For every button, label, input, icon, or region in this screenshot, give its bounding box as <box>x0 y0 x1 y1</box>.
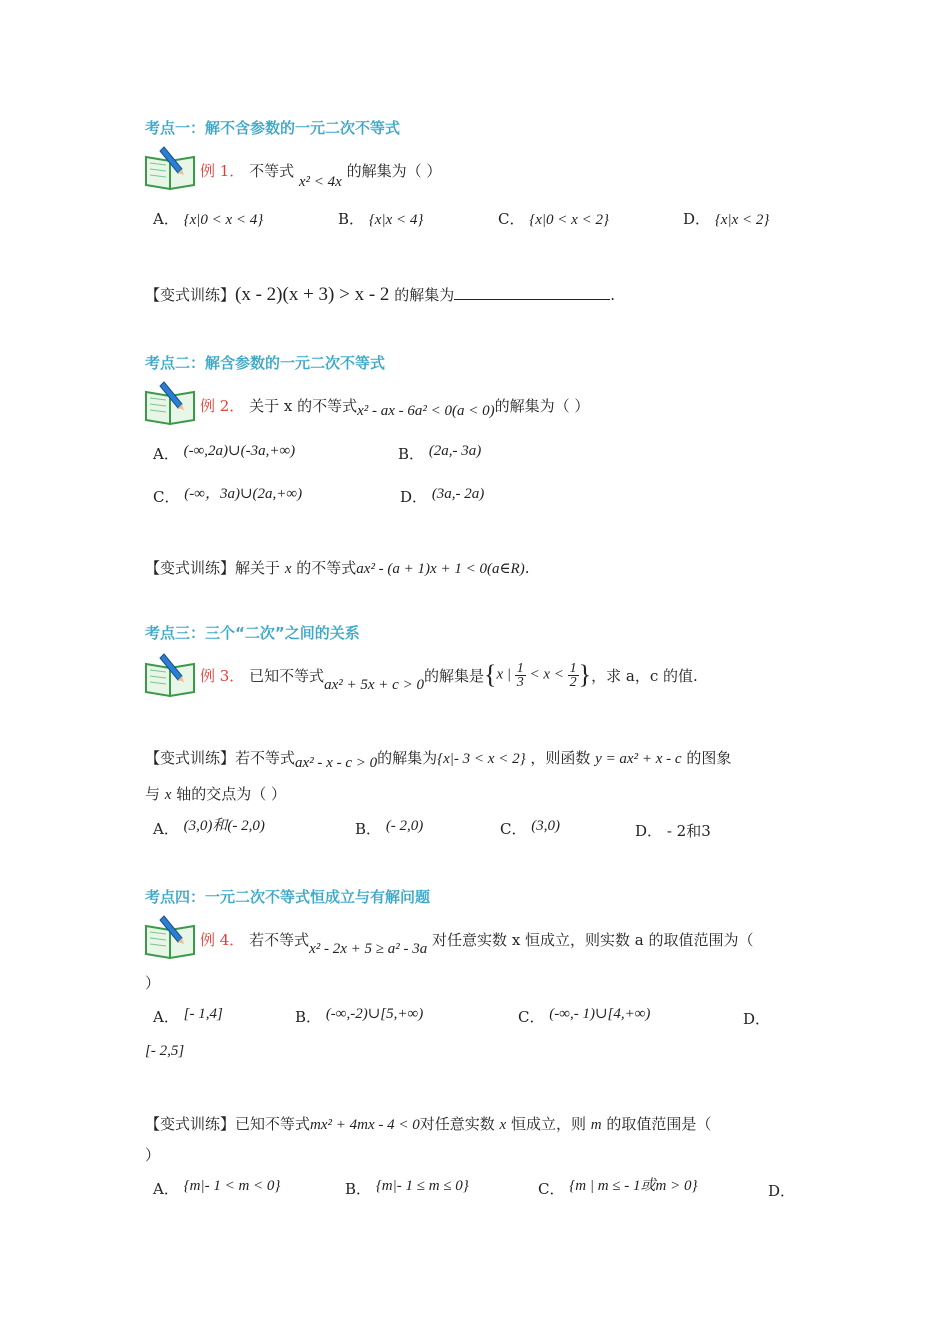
variable: x <box>499 1117 507 1133</box>
example-2 <box>200 395 590 419</box>
option-letter: C． <box>498 210 525 228</box>
option-c[interactable] <box>153 486 302 507</box>
example-label: 例 3． <box>200 666 245 685</box>
example-4 <box>200 929 754 957</box>
question-text: 不等式 <box>249 162 295 180</box>
book-pencil-icon <box>144 652 198 698</box>
option-letter: C． <box>518 1008 545 1026</box>
question-text: 的解集为（ ） <box>346 162 442 180</box>
question-text: 与 <box>145 785 161 803</box>
option-letter: C． <box>153 488 180 506</box>
variable: x <box>284 561 292 577</box>
option-b[interactable] <box>345 1178 469 1199</box>
option-letter: B． <box>355 820 382 838</box>
question-text: 对任意实数 x 恒成立，则实数 a 的取值范围为（ <box>432 931 754 949</box>
option-text: (-∞，3a)∪(2a,+∞) <box>184 486 303 502</box>
option-d[interactable] <box>400 486 484 507</box>
book-pencil-icon <box>144 380 198 426</box>
option-c[interactable] <box>500 818 560 839</box>
option-letter: D． <box>743 1010 771 1028</box>
math-expression: x² < 4x <box>298 174 342 190</box>
option-letter: C． <box>538 1180 565 1198</box>
fraction <box>568 662 579 689</box>
section-title-1: 考点一：解不含参数的一元二次不等式 <box>145 119 401 137</box>
denominator: 3 <box>516 674 524 690</box>
question-text: 的解集为 <box>377 749 438 767</box>
option-a[interactable] <box>153 1006 223 1027</box>
variant-training-2 <box>145 557 529 578</box>
option-d-text[interactable]: [- 2,5] <box>145 1043 185 1059</box>
inequality: < x < <box>529 666 564 683</box>
question-text: 的取值范围是（ <box>606 1115 712 1133</box>
section-title-3: 考点三：三个“二次”之间的关系 <box>145 624 360 642</box>
option-text: (2a,- 3a) <box>428 443 482 459</box>
punctuation: . <box>610 286 615 304</box>
section-title-4: 考点四：一元二次不等式恒成立与有解问题 <box>145 888 431 906</box>
question-text: 已知不等式 <box>249 666 325 685</box>
option-letter: B． <box>338 210 365 228</box>
option-text: (-∞,2a)∪(-3a,+∞) <box>183 443 296 459</box>
variant-tag: 【变式训练】 <box>145 749 236 767</box>
question-text: 对任意实数 <box>419 1115 495 1133</box>
numerator: 1 <box>516 660 524 676</box>
variant-tag: 【变式训练】 <box>145 1115 236 1133</box>
book-pencil-icon <box>144 914 198 960</box>
option-text: (3a,- 2a) <box>431 486 485 502</box>
option-letter: B． <box>345 1180 372 1198</box>
option-text: {m|- 1 < m < 0} <box>183 1178 281 1194</box>
option-c[interactable] <box>498 208 609 229</box>
variant-tag: 【变式训练】 <box>145 559 236 577</box>
fraction <box>515 662 526 689</box>
option-b[interactable] <box>398 443 481 464</box>
option-a[interactable] <box>153 1178 280 1199</box>
option-b[interactable] <box>355 818 423 839</box>
option-c[interactable] <box>538 1178 697 1199</box>
question-text: 的解集是 <box>423 666 484 685</box>
variant-training-1 <box>145 284 615 306</box>
option-text: {x|x < 4} <box>368 212 424 228</box>
question-text: 的图象 <box>686 749 732 767</box>
option-text: (-∞,- 1)∪[4,+∞) <box>549 1006 651 1022</box>
question-text: 恒成立，则 <box>511 1115 587 1133</box>
option-text: (- 2,0) <box>385 818 424 834</box>
option-a[interactable] <box>153 208 263 229</box>
question-text: 的解集为 <box>394 286 455 304</box>
variant-training-3 <box>145 747 732 771</box>
option-letter: D． <box>683 210 711 228</box>
example-label: 例 2． <box>200 397 245 415</box>
option-text: {x|0 < x < 2} <box>529 212 609 228</box>
option-d[interactable] <box>683 208 769 229</box>
option-d[interactable] <box>635 820 711 841</box>
example-label: 例 4． <box>200 931 245 949</box>
example-3 <box>200 652 698 698</box>
section-title-2: 考点二：解含参数的一元二次不等式 <box>145 354 386 372</box>
option-letter: A． <box>153 820 179 838</box>
set-prefix: x | <box>496 666 511 683</box>
answer-blank[interactable] <box>454 285 610 300</box>
variant-tag: 【变式训练】 <box>145 286 236 304</box>
book-pencil-icon <box>144 145 198 191</box>
option-letter: B． <box>295 1008 322 1026</box>
option-text: [- 1,4] <box>183 1006 223 1022</box>
option-letter: D． <box>768 1182 796 1200</box>
question-text: 若不等式 <box>249 931 310 949</box>
variable: m <box>590 1117 602 1133</box>
solution-set: {x|- 3 < x < 2} <box>437 751 526 767</box>
option-letter: A． <box>153 1180 179 1198</box>
math-expression: ax² - (a + 1)x + 1 < 0(a∈R) <box>356 561 525 577</box>
punctuation: . <box>524 559 530 577</box>
variable: x <box>164 787 172 803</box>
question-text: ，求 a，c 的值. <box>591 666 698 685</box>
question-text: 的解集为（ ） <box>494 397 590 415</box>
math-expression: (x - 2)(x + 3) > x - 2 <box>235 284 390 305</box>
question-close: ） <box>145 974 161 992</box>
option-text: (3,0) <box>531 818 561 834</box>
math-expression: x² - ax - 6a² < 0(a < 0) <box>357 403 495 419</box>
question-text: 关于 x 的不等式 <box>249 397 358 415</box>
option-c[interactable] <box>518 1006 650 1027</box>
example-1 <box>200 160 442 190</box>
option-text: - 2和3 <box>666 822 711 840</box>
numerator: 1 <box>569 660 577 676</box>
question-text: 解关于 <box>235 559 281 577</box>
option-letter: D． <box>635 822 663 840</box>
option-text: (3,0)和(- 2,0) <box>183 818 265 834</box>
question-text: 已知不等式 <box>235 1115 311 1133</box>
variant-training-4 <box>145 1113 711 1134</box>
option-letter: A． <box>153 445 179 463</box>
function-expression: y = ax² + x - c <box>595 751 682 767</box>
math-expression: ax² + 5x + c > 0 <box>324 676 424 693</box>
option-b[interactable] <box>338 208 423 229</box>
option-letter: A． <box>153 1008 179 1026</box>
option-letter: A． <box>153 210 179 228</box>
question-text: 轴的交点为（ ） <box>176 785 287 803</box>
option-text: {m | m ≤ - 1或m > 0} <box>569 1178 698 1194</box>
variant-training-3-line2 <box>145 783 286 804</box>
option-letter: C． <box>500 820 527 838</box>
question-close: ） <box>145 1146 161 1164</box>
option-a[interactable] <box>153 818 265 839</box>
option-a[interactable] <box>153 443 295 464</box>
example-label: 例 1． <box>200 162 245 180</box>
math-expression: x² - 2x + 5 ≥ a² - 3a <box>309 941 428 957</box>
option-d[interactable] <box>768 1180 795 1201</box>
option-d[interactable] <box>743 1008 770 1029</box>
question-text: ，则函数 <box>530 749 591 767</box>
option-text: {x|0 < x < 4} <box>183 212 264 228</box>
question-text: 的不等式 <box>296 559 357 577</box>
option-b[interactable] <box>295 1006 423 1027</box>
math-expression: ax² - x - c > 0 <box>295 755 378 771</box>
question-text: 若不等式 <box>235 749 296 767</box>
option-letter: B． <box>398 445 425 463</box>
option-text: {x|x < 2} <box>714 212 770 228</box>
solution-set: {x | $\frac{1}{3}$ < x < $\frac{1}{2}$ } <box>483 660 592 690</box>
option-text: {m|- 1 ≤ m ≤ 0} <box>375 1178 469 1194</box>
denominator: 2 <box>569 674 577 690</box>
option-text: (-∞,-2)∪[5,+∞) <box>325 1006 424 1022</box>
math-expression: mx² + 4mx - 4 < 0 <box>310 1117 420 1133</box>
option-letter: D． <box>400 488 428 506</box>
